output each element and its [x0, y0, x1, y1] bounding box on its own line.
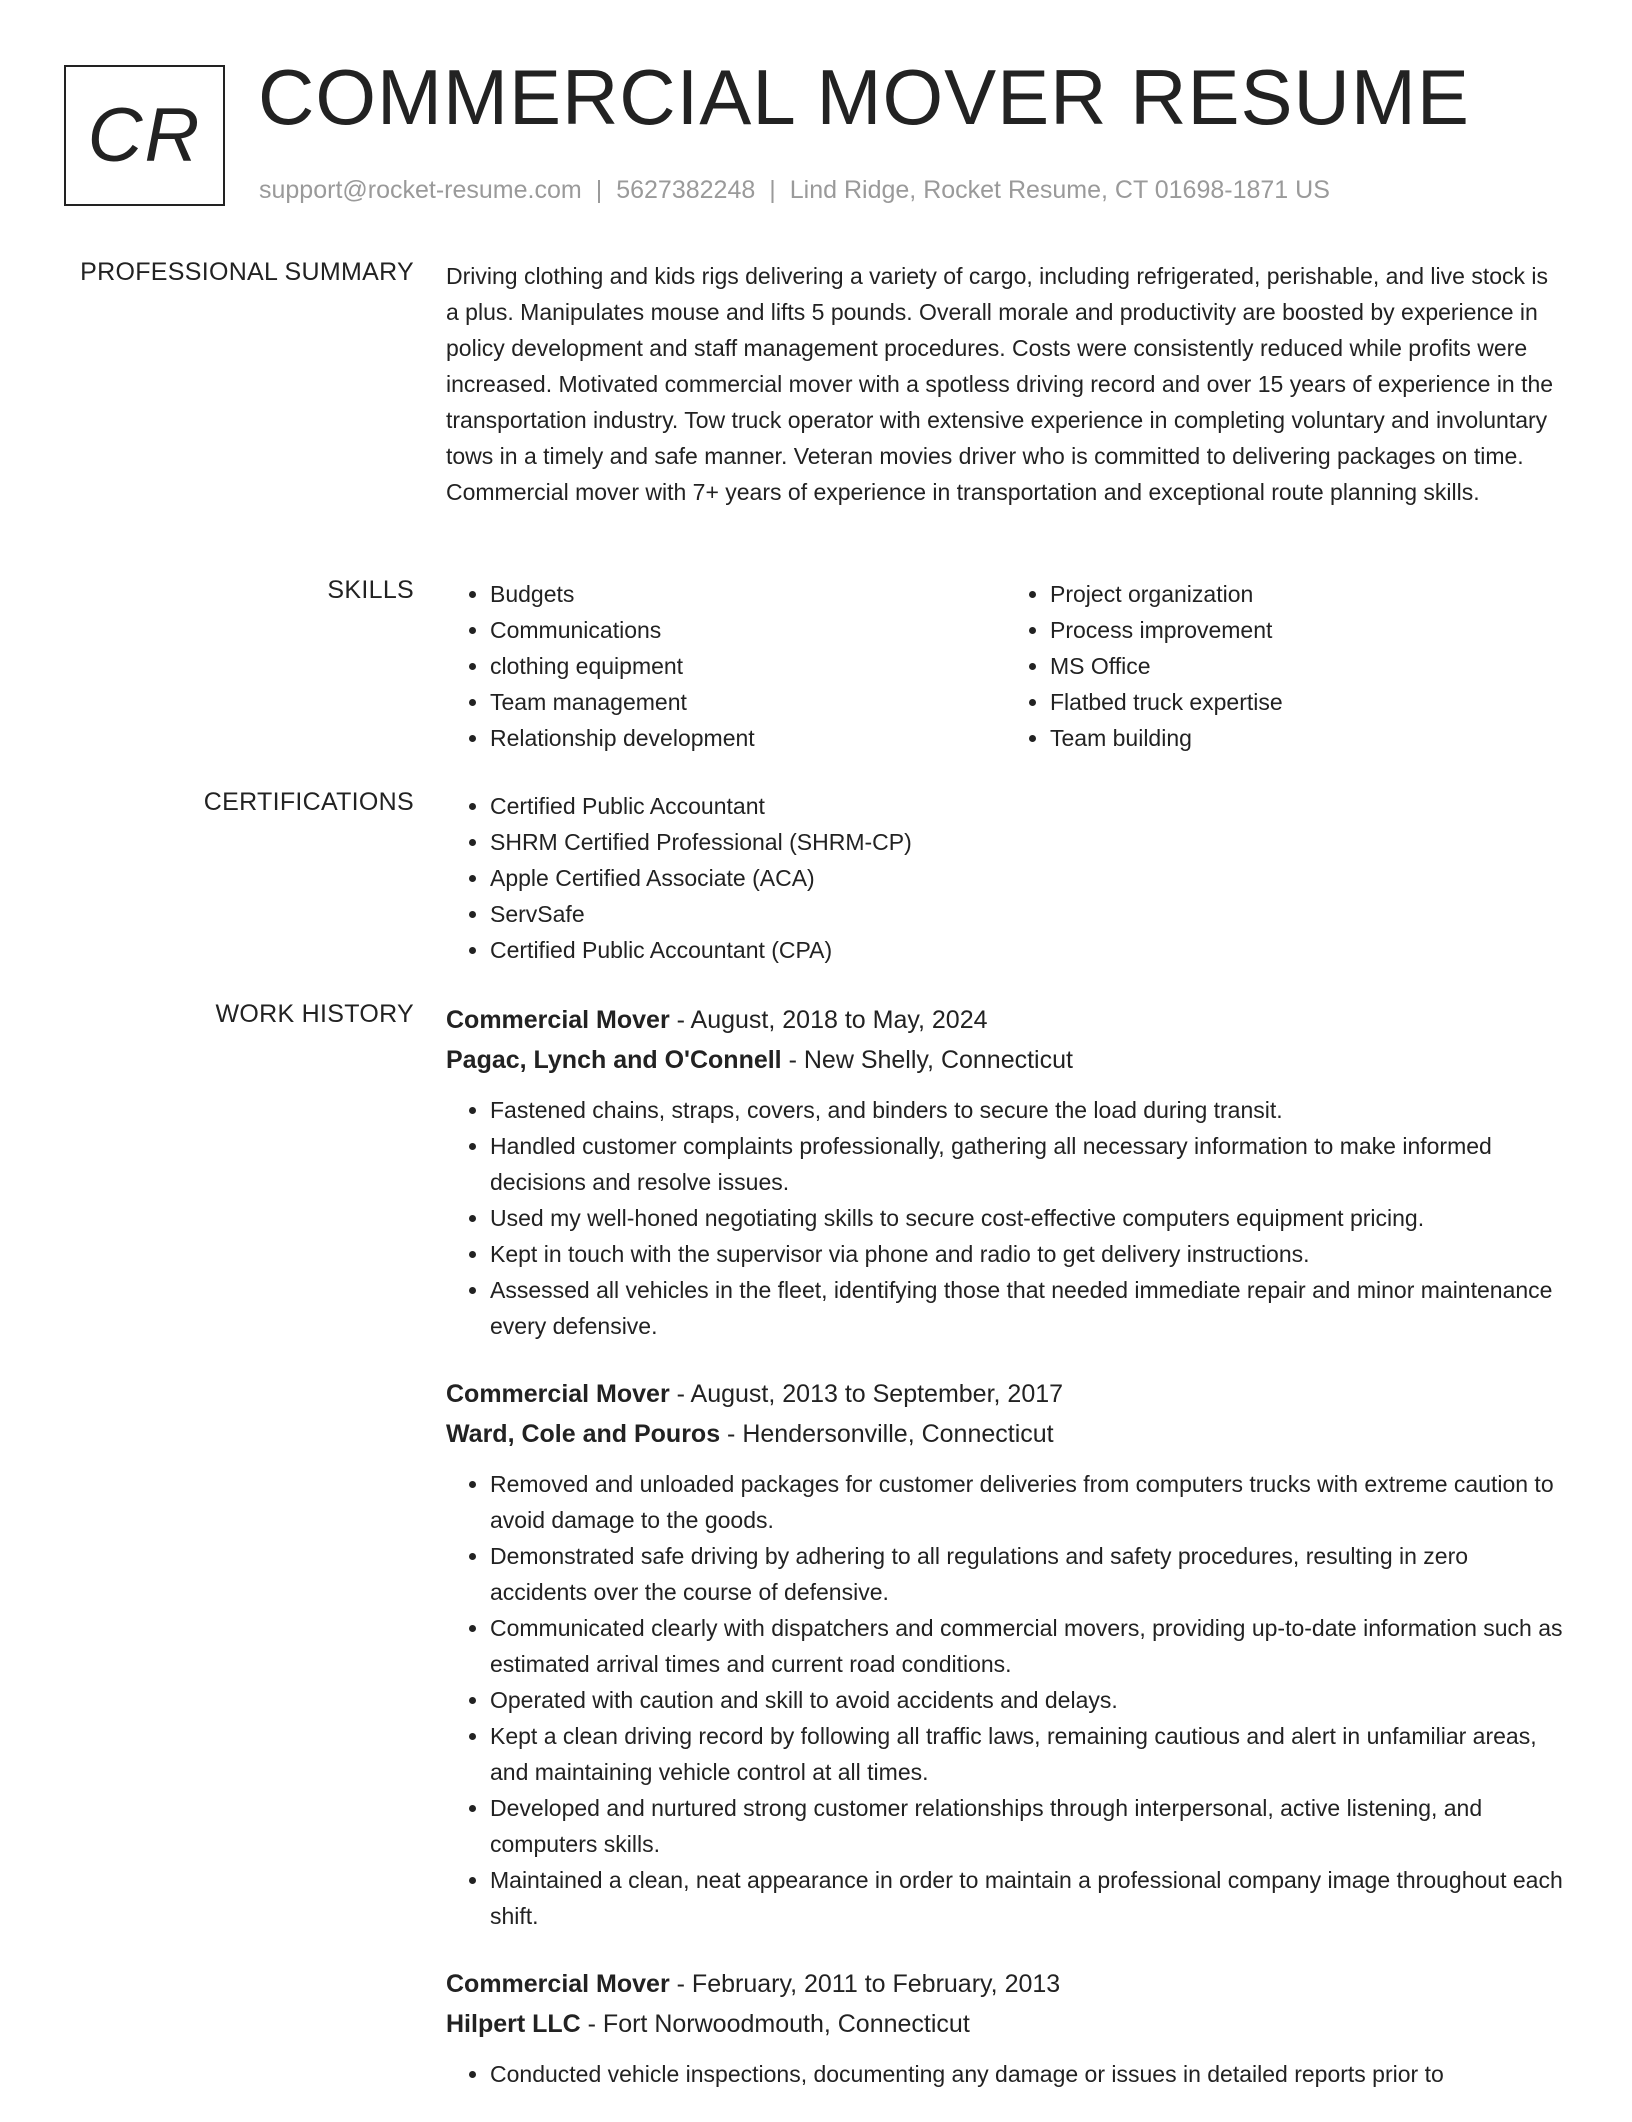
skill-item: • Project organization	[1050, 576, 1566, 612]
contact-phone[interactable]: 5627382248	[616, 176, 756, 204]
job-bullet: • Conducted vehicle inspections, documenting any damage or issues in detailed reports prior to	[490, 2056, 1566, 2092]
summary-text: Driving clothing and kids rigs delivering a variety of cargo, including refrigerated, perishable, and live stock is a plus. Manipulates mouse and lifts 5 pounds. Overall morale and productivity are boosted by experience in policy development and staff management procedures. Costs were consistently reduced while profits were increased. Motivated commercial mover with a spotless driving record and over 15 years of experience in the transportation industry. Tow truck operator with extensive experience in completing voluntary and involuntary tows in a timely and safe manner. Veteran movies driver who is committed to delivering packages on time. Commercial mover with 7+ years of experience in transportation and exceptional route planning skills.	[446, 263, 1554, 505]
skill-item: • Process improvement	[1050, 612, 1566, 648]
job-bullet: • Fastened chains, straps, covers, and binders to secure the load during transit.	[490, 1092, 1566, 1128]
job-bullet: • Used my well-honed negotiating skills to secure cost-effective computers equipment pricing.	[490, 1200, 1566, 1236]
contact-separator: |	[595, 176, 603, 204]
skills-list-left	[446, 576, 1006, 756]
contact-line	[259, 176, 1330, 205]
job-title: Commercial Mover	[446, 1970, 670, 1998]
certification-item: • SHRM Certified Professional (SHRM-CP)	[490, 824, 1566, 860]
summary-body	[446, 258, 1566, 510]
job-company: Hilpert LLC	[446, 2010, 581, 2038]
job-dates: - August, 2018 to May, 2024	[669, 1006, 988, 1034]
job-bullet: • Demonstrated safe driving by adhering to all regulations and safety procedures, resulting in zero accidents over the course of defensive.	[490, 1538, 1566, 1610]
job-company-line	[446, 1414, 1566, 1454]
work-history-body	[446, 1000, 1566, 2122]
job-bullet: • Removed and unloaded packages for customer deliveries from computers trucks with extreme caution to avoid damage to the goods.	[490, 1466, 1566, 1538]
certifications-body	[446, 788, 1566, 968]
contact-address: Lind Ridge, Rocket Resume, CT 01698-1871 US	[789, 176, 1330, 204]
job-bullet: • Kept in touch with the supervisor via phone and radio to get delivery instructions.	[490, 1236, 1566, 1272]
skill-item: • Budgets	[490, 576, 1006, 612]
certifications-list	[446, 788, 1566, 968]
job-bullets	[446, 2056, 1566, 2092]
skill-item: • Relationship development	[490, 720, 1006, 756]
section-label-skills: SKILLS	[327, 576, 414, 604]
skill-item: • clothing equipment	[490, 648, 1006, 684]
job-bullet: • Maintained a clean, neat appearance in order to maintain a professional company image throughout each shift.	[490, 1862, 1566, 1934]
job-company: Ward, Cole and Pouros	[446, 1420, 721, 1448]
skills-list-right	[1006, 576, 1566, 756]
certification-item: • Certified Public Accountant	[490, 788, 1566, 824]
skill-item: • Team building	[1050, 720, 1566, 756]
job-bullet: • Handled customer complaints professionally, gathering all necessary information to make informed decisions and resolve issues.	[490, 1128, 1566, 1200]
job-location: - Fort Norwoodmouth, Connecticut	[580, 2010, 970, 2038]
job-title-line	[446, 1374, 1566, 1414]
contact-email[interactable]: support@rocket-resume.com	[259, 176, 582, 204]
section-label-certifications: CERTIFICATIONS	[203, 788, 414, 816]
skill-item: • MS Office	[1050, 648, 1566, 684]
job-bullets	[446, 1466, 1566, 1934]
job-entry	[446, 1374, 1566, 1934]
job-company: Pagac, Lynch and O'Connell	[446, 1046, 782, 1074]
skill-item: • Team management	[490, 684, 1006, 720]
resume-title: COMMERCIAL MOVER RESUME	[258, 53, 1470, 141]
job-title-line	[446, 1964, 1566, 2004]
job-bullet: • Communicated clearly with dispatchers and commercial movers, providing up-to-date information such as estimated arrival times and current road conditions.	[490, 1610, 1566, 1682]
certification-item: • Apple Certified Associate (ACA)	[490, 860, 1566, 896]
job-bullet: • Developed and nurtured strong customer relationships through interpersonal, active listening, and computers skills.	[490, 1790, 1566, 1862]
job-location: - New Shelly, Connecticut	[781, 1046, 1073, 1074]
monogram-badge	[64, 65, 225, 206]
job-bullets	[446, 1092, 1566, 1344]
job-title: Commercial Mover	[446, 1006, 670, 1034]
certification-item: • Certified Public Accountant (CPA)	[490, 932, 1566, 968]
job-bullet: • Operated with caution and skill to avoid accidents and delays.	[490, 1682, 1566, 1718]
job-dates: - February, 2011 to February, 2013	[669, 1970, 1061, 1998]
monogram-initials: CR	[87, 93, 202, 178]
job-dates: - August, 2013 to September, 2017	[669, 1380, 1064, 1408]
skills-columns	[446, 576, 1566, 756]
job-bullet: • Assessed all vehicles in the fleet, identifying those that needed immediate repair and minor maintenance every defensive.	[490, 1272, 1566, 1344]
job-location: - Hendersonville, Connecticut	[720, 1420, 1054, 1448]
contact-separator: |	[769, 176, 776, 204]
job-bullet: • Kept a clean driving record by following all traffic laws, remaining cautious and alert in unfamiliar areas, and maintaining vehicle control at all times.	[490, 1718, 1566, 1790]
job-title: Commercial Mover	[446, 1380, 670, 1408]
job-title-line	[446, 1000, 1566, 1040]
job-entry	[446, 1964, 1566, 2092]
job-company-line	[446, 2004, 1566, 2044]
certification-item: • ServSafe	[490, 896, 1566, 932]
job-entry	[446, 1000, 1566, 1344]
skill-item: • Flatbed truck expertise	[1050, 684, 1566, 720]
section-label-summary: PROFESSIONAL SUMMARY	[80, 258, 414, 286]
section-label-work-history: WORK HISTORY	[215, 1000, 414, 1028]
skill-item: • Communications	[490, 612, 1006, 648]
job-company-line	[446, 1040, 1566, 1080]
